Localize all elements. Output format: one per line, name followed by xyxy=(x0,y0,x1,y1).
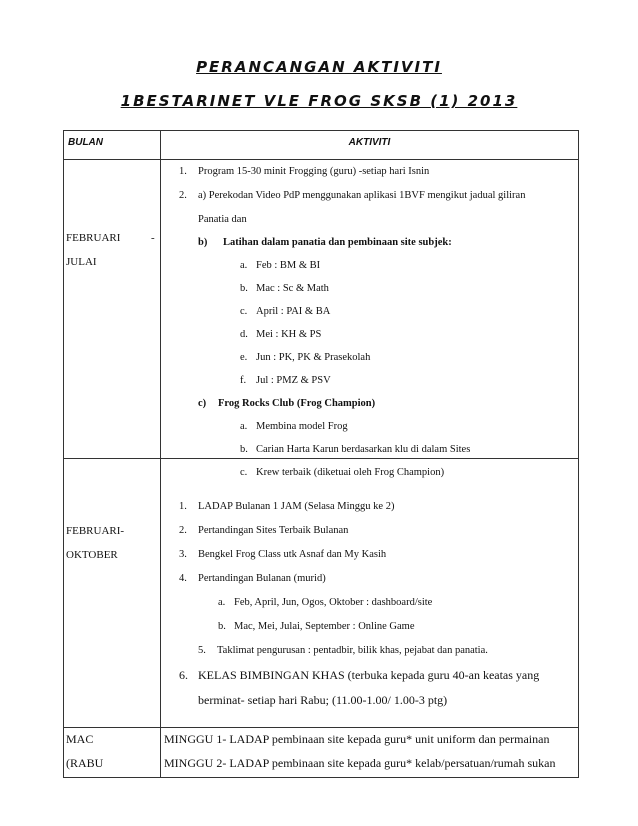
header-bulan: BULAN xyxy=(64,131,161,160)
list-item-number: 2. xyxy=(179,190,187,201)
list-item: Pertandingan Sites Terbaik Bulanan xyxy=(198,525,349,536)
list-item: Taklimat pengurusan : pentadbir, bilik khas, pejabat dan panatia. xyxy=(217,645,488,656)
list-item: Bengkel Frog Class utk Asnaf dan My Kasih xyxy=(198,549,387,560)
list-item: MINGGU 1- LADAP pembinaan site kepada guru* unit uniform dan permainan xyxy=(164,732,550,746)
sub-item-letter: f. xyxy=(240,375,247,386)
sub-item: Jun : PK, PK & Prasekolah xyxy=(256,352,371,363)
row2-bulan-line2: OKTOBER xyxy=(66,549,118,561)
row3-bulan-line2: (RABU xyxy=(66,756,104,770)
sub-item: Jul : PMZ & PSV xyxy=(256,375,331,386)
sub-item: Krew terbaik (diketuai oleh Frog Champion) xyxy=(256,467,445,478)
sub-item: Membina model Frog xyxy=(256,421,348,432)
list-item: MINGGU 2- LADAP pembinaan site kepada guru* kelab/persatuan/rumah sukan xyxy=(164,756,556,770)
activity-table xyxy=(63,130,579,778)
sub-item-letter: a. xyxy=(218,597,226,608)
list-item-number: 3. xyxy=(179,549,187,560)
sub-item: Mei : KH & PS xyxy=(256,329,322,340)
section-c-heading: Frog Rocks Club (Frog Champion) xyxy=(218,398,376,409)
table-row xyxy=(64,728,579,778)
list-item: a) Perekodan Video PdP menggunakan aplikasi 1BVF mengikut jadual giliran xyxy=(198,190,526,201)
sub-item-letter: b. xyxy=(240,444,248,455)
header-aktiviti: AKTIVITI xyxy=(161,131,579,160)
list-item-number: 6. xyxy=(179,668,188,682)
row2-bulan-cell xyxy=(64,459,161,728)
table-row xyxy=(64,160,579,459)
list-item-number: 5. xyxy=(198,645,206,656)
row3-bulan-cell xyxy=(64,728,161,778)
list-item-continuation: Panatia dan xyxy=(198,214,247,225)
list-item-number: 4. xyxy=(179,573,187,584)
list-item-continuation: berminat- setiap hari Rabu; (11.00-1.00/ 1.00-3 ptg) xyxy=(198,693,448,707)
row1-bulan-line1: FEBRUARI xyxy=(66,232,121,244)
row1-bulan-dash: - xyxy=(151,232,155,244)
document-title-line1: PERANCANGAN AKTIVITI xyxy=(196,58,442,76)
sub-item-letter: d. xyxy=(240,329,248,340)
row2-aktiviti-cell xyxy=(161,459,579,728)
sub-item-letter: a. xyxy=(240,421,248,432)
row1-aktiviti-cell xyxy=(161,160,579,478)
list-item-number: 2. xyxy=(179,525,187,536)
row1-bulan-cell xyxy=(64,160,161,459)
section-b-label: b) xyxy=(198,237,208,248)
sub-item-letter: c. xyxy=(240,467,248,478)
list-item: KELAS BIMBINGAN KHAS (terbuka kepada guru 40-an keatas yang xyxy=(198,668,540,682)
sub-item: Feb : BM & BI xyxy=(256,260,321,271)
list-item-number: 1. xyxy=(179,166,187,177)
list-item: LADAP Bulanan 1 JAM (Selasa Minggu ke 2) xyxy=(198,501,395,512)
list-item: Pertandingan Bulanan (murid) xyxy=(198,573,326,584)
sub-item-letter: e. xyxy=(240,352,248,363)
list-item: Program 15-30 minit Frogging (guru) -setiap hari Isnin xyxy=(198,166,430,177)
row1-bulan-line2: JULAI xyxy=(66,256,97,268)
section-b-heading: Latihan dalam panatia dan pembinaan site subjek: xyxy=(223,237,452,248)
sub-item-letter: c. xyxy=(240,306,248,317)
sub-item: Mac : Sc & Math xyxy=(256,283,329,294)
sub-item: April : PAI & BA xyxy=(256,306,331,317)
sub-item: Carian Harta Karun berdasarkan klu di dalam Sites xyxy=(256,444,471,455)
sub-item: Feb, April, Jun, Ogos, Oktober : dashboard/site xyxy=(234,597,433,608)
sub-item: Mac, Mei, Julai, September : Online Game xyxy=(234,621,415,632)
row3-aktiviti-cell xyxy=(161,728,579,778)
table-row xyxy=(64,459,579,728)
sub-item-letter: b. xyxy=(218,621,226,632)
row2-bulan-line1: FEBRUARI- xyxy=(66,525,125,537)
table-header-row xyxy=(64,131,579,160)
document-title-line2: 1BESTARINET VLE FROG SKSB (1) 2013 xyxy=(120,92,518,110)
section-c-label: c) xyxy=(198,398,207,409)
row3-bulan-line1: MAC xyxy=(66,732,94,746)
sub-item-letter: b. xyxy=(240,283,248,294)
sub-item-letter: a. xyxy=(240,260,248,271)
list-item-number: 1. xyxy=(179,501,187,512)
